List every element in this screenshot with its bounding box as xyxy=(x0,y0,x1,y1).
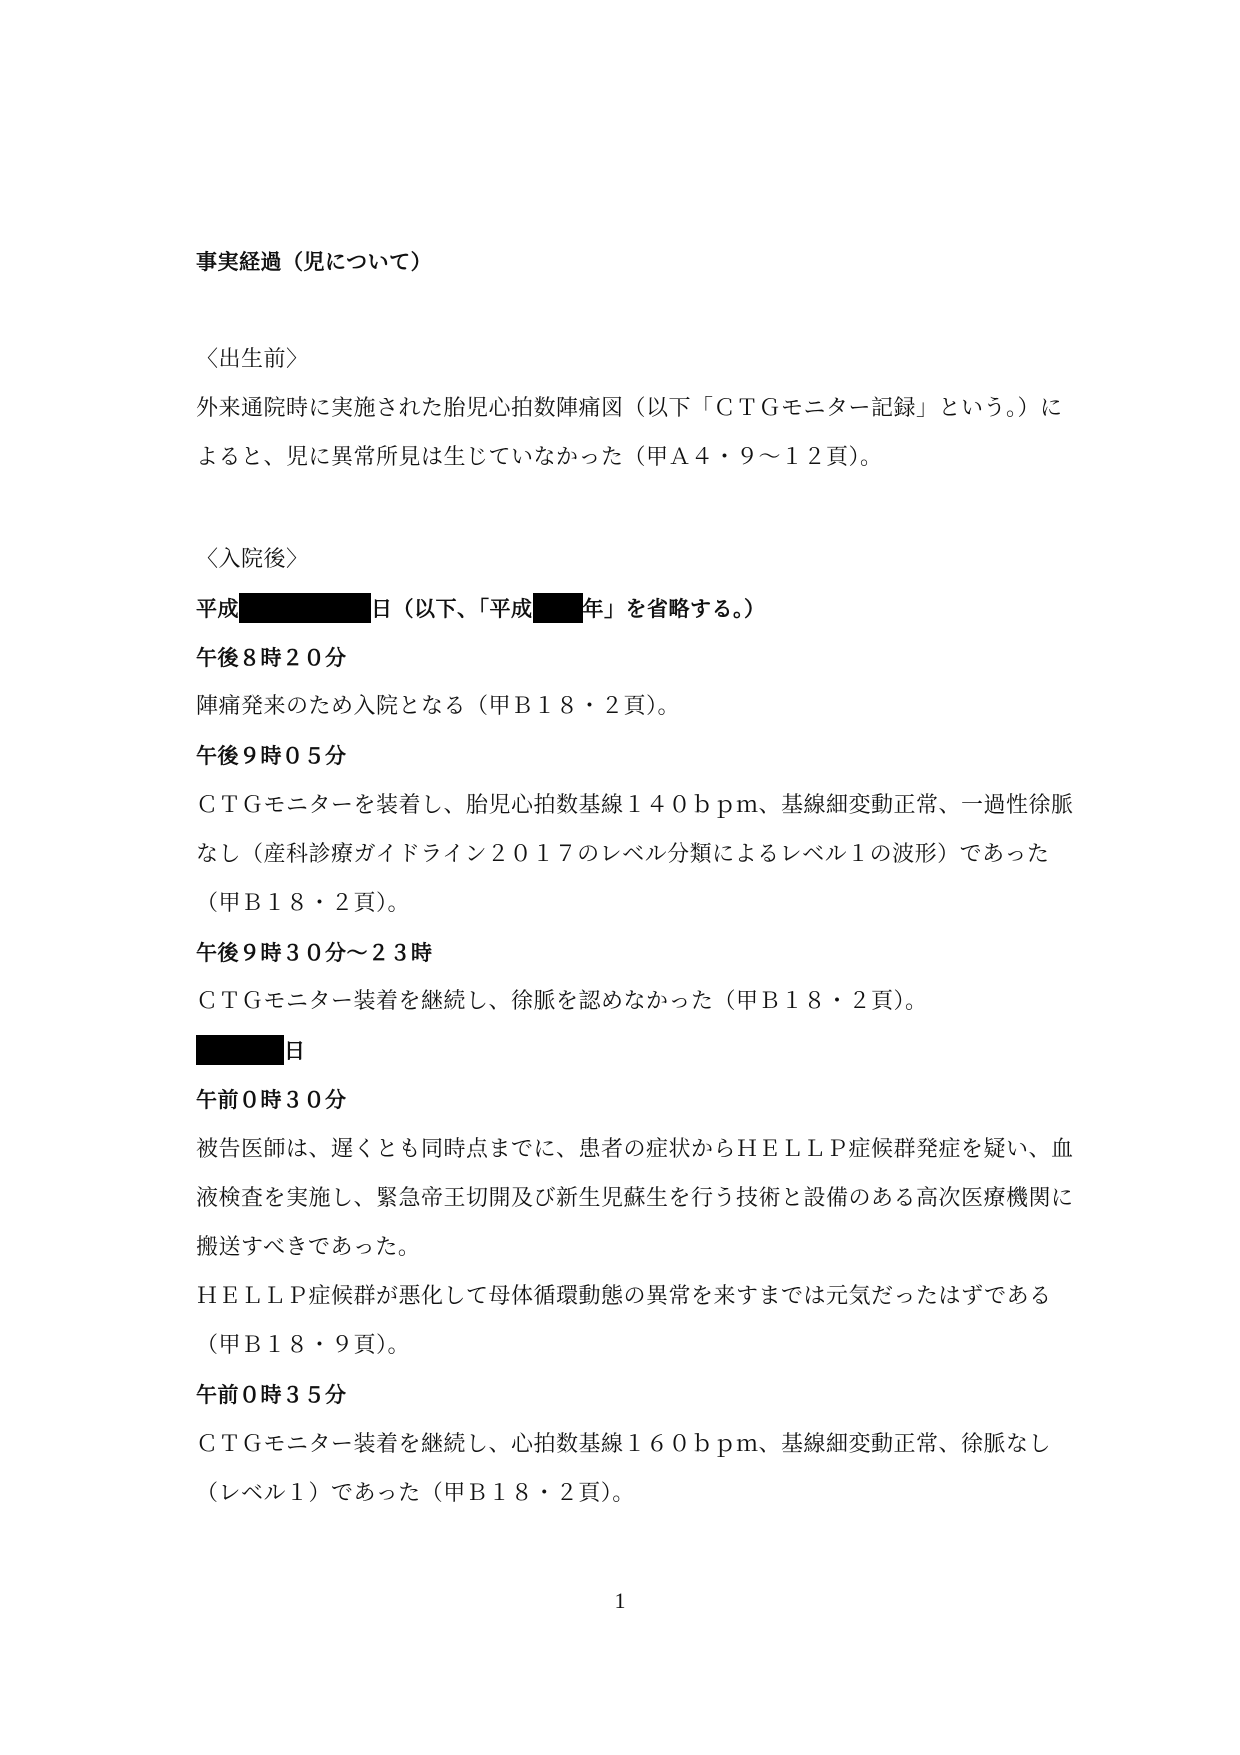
day-suffix: 日 xyxy=(284,1039,306,1063)
paragraph-line: ＣＴＧモニター装着を継続し、心拍数基線１６０ｂｐｍ、基線細変動正常、徐脈なし xyxy=(196,1432,1052,1457)
time-heading: 午前０時３５分 xyxy=(196,1383,347,1407)
paragraph-line: （甲Ｂ１８・９頁）。 xyxy=(196,1333,411,1358)
date-prefix: 平成 xyxy=(196,597,239,621)
document-title: 事実経過（児について） xyxy=(196,250,433,274)
day-line xyxy=(196,1036,306,1067)
section-heading-prenatal: 〈出生前〉 xyxy=(196,347,309,372)
date-mid: 日（以下、「平成 xyxy=(371,597,533,621)
paragraph-line: なし（産科診療ガイドライン２０１７のレベル分類によるレベル１の波形）であった xyxy=(196,842,1050,867)
time-heading: 午後９時３０分～２３時 xyxy=(196,941,433,965)
paragraph-line: ＨＥＬＬＰ症候群が悪化して母体循環動態の異常を来すまでは元気だったはずである xyxy=(196,1284,1052,1309)
paragraph-line: （レベル１）であった（甲Ｂ１８・２頁）。 xyxy=(196,1481,635,1506)
paragraph-line: 液検査を実施し、緊急帝王切開及び新生児蘇生を行う技術と設備のある高次医療機関に xyxy=(196,1186,1074,1211)
section-heading-admission: 〈入院後〉 xyxy=(196,547,309,572)
paragraph-line: よると、児に異常所見は生じていなかった（甲Ａ４・９～１２頁）。 xyxy=(196,445,883,470)
time-heading: 午後８時２０分 xyxy=(196,646,347,670)
paragraph-line: 外来通院時に実施された胎児心拍数陣痛図（以下「ＣＴＧモニター記録」という。）に xyxy=(196,396,1063,421)
paragraph-line: ＣＴＧモニター装着を継続し、徐脈を認めなかった（甲Ｂ１８・２頁）。 xyxy=(196,989,928,1014)
time-heading: 午前０時３０分 xyxy=(196,1088,347,1112)
paragraph-line: ＣＴＧモニターを装着し、胎児心拍数基線１４０ｂｐｍ、基線細変動正常、一過性徐脈 xyxy=(196,793,1074,818)
redaction-block xyxy=(239,593,371,623)
time-heading: 午後９時０５分 xyxy=(196,744,347,768)
date-suffix: 年」を省略する。） xyxy=(582,597,766,621)
redaction-block xyxy=(533,593,583,623)
paragraph-line: 陣痛発来のため入院となる（甲Ｂ１８・２頁）。 xyxy=(196,694,681,719)
redaction-block xyxy=(196,1035,284,1065)
date-line xyxy=(196,594,766,625)
page-number: 1 xyxy=(614,1588,626,1613)
paragraph-line: （甲Ｂ１８・２頁）。 xyxy=(196,891,411,916)
paragraph-line: 被告医師は、遅くとも同時点までに、患者の症状からＨＥＬＬＰ症候群発症を疑い、血 xyxy=(196,1137,1074,1162)
paragraph-line: 搬送すべきであった。 xyxy=(196,1235,421,1260)
